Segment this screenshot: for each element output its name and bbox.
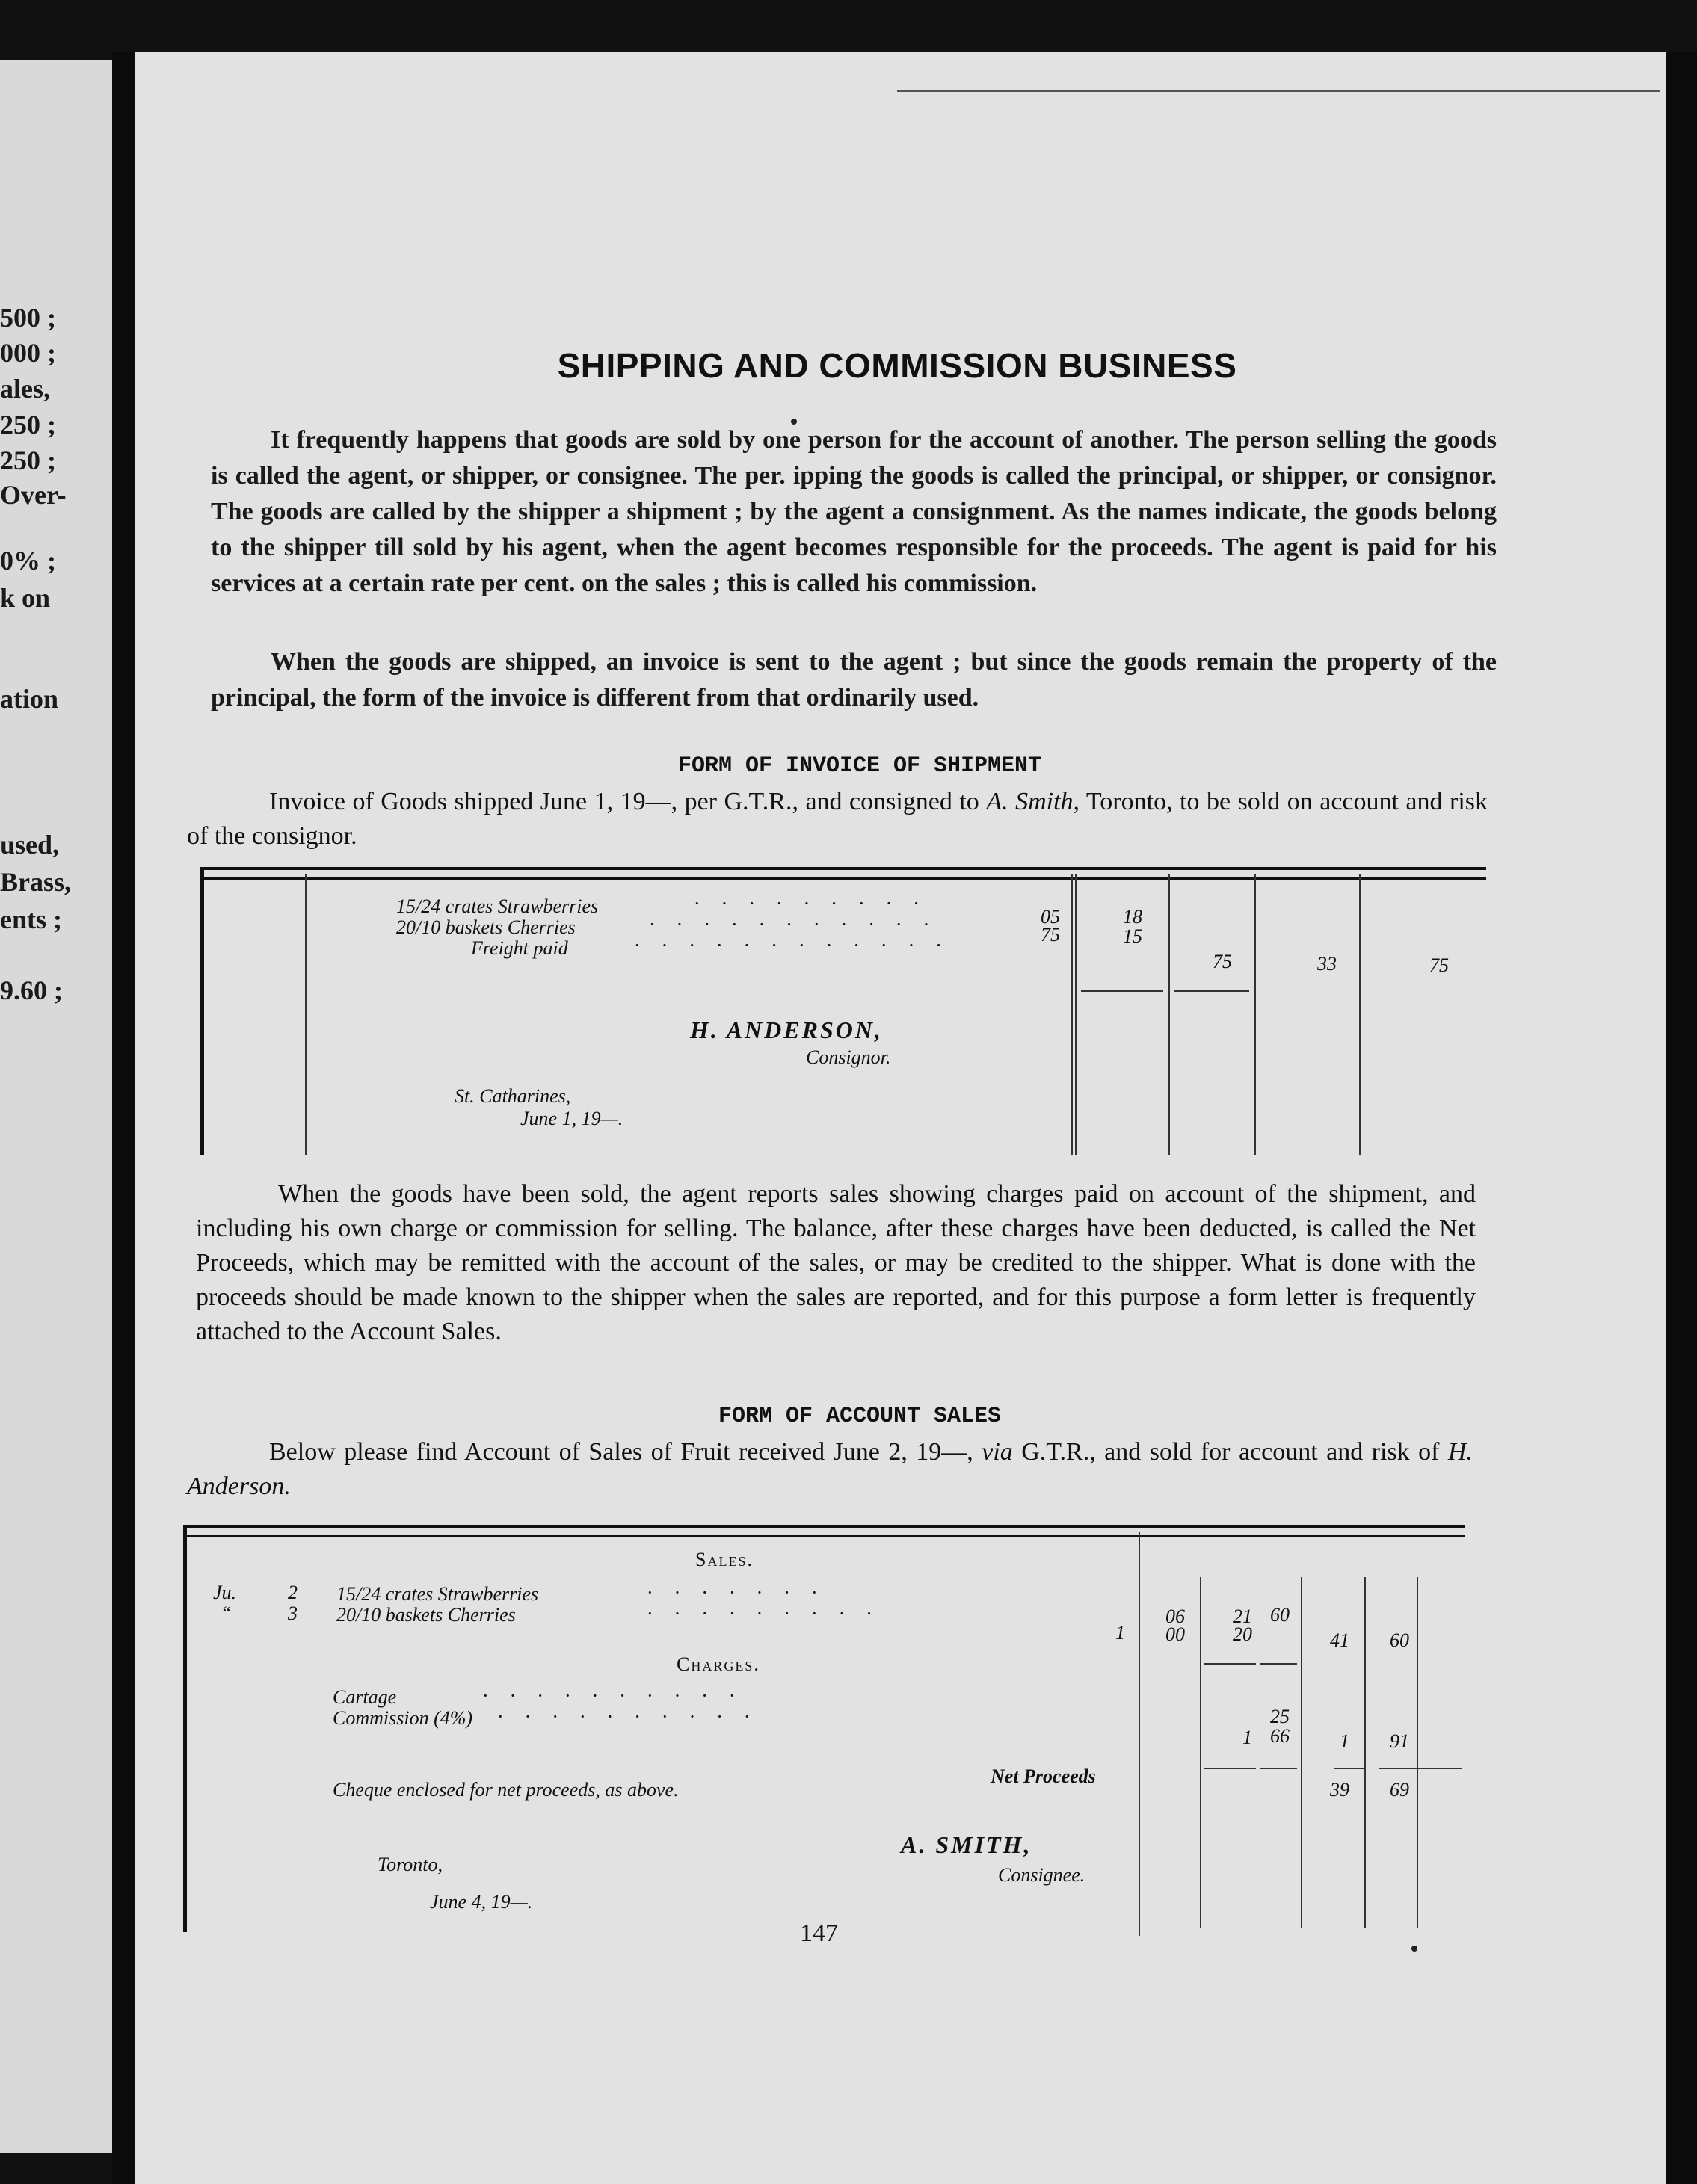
account-date: June 4, 19—. xyxy=(430,1891,533,1913)
margin-fragment: k on xyxy=(0,583,51,613)
leader-dots: ······· xyxy=(647,1582,839,1603)
charge-amount-dollars: 1 xyxy=(1242,1727,1252,1748)
invoice-place: St. Catharines, xyxy=(455,1085,571,1107)
margin-fragment: ation xyxy=(0,684,59,714)
invoice-total-cents: 75 xyxy=(1429,954,1449,976)
invoice-amount: 18 xyxy=(1123,906,1142,928)
charges-total-dollars: 1 xyxy=(1340,1730,1349,1752)
sales-total-cents: 60 xyxy=(1390,1629,1409,1651)
account-heading: FORM OF ACCOUNT SALES xyxy=(718,1404,1002,1429)
invoice-form xyxy=(200,867,1486,1159)
account-sum-rule xyxy=(1204,1768,1256,1769)
invoice-paragraph-text: When the goods are shipped, an invoice is sent to the agent ; but since the goods remain the property of the principal, the form of the invoice is different from that ordinarily used. xyxy=(211,648,1497,712)
account-paragraph-text: When the goods have been sold, the agent reports sales showing charges paid on account of the shipment, and including his own charge or commission for selling. The balance, after these charges have been deducted, is called the Net Proceeds, which may be remitted with the account of the sales, or may be credited to the shipper. What is done with the proceeds should be made known to the shipper when the sales are reported, and for this purpose a form letter is frequently attached to the Account Sales. xyxy=(196,1180,1476,1345)
account-sum-rule xyxy=(1260,1663,1297,1665)
sales-item: 15/24 crates Strawberries xyxy=(336,1583,539,1605)
leader-dots: ··········· xyxy=(649,913,951,935)
account-divider xyxy=(1200,1577,1201,1928)
margin-fragment: 250 ; xyxy=(0,445,56,475)
invoice-item: 15/24 crates Strawberries xyxy=(396,895,599,917)
invoice-top-rule xyxy=(200,867,1486,880)
leader-dots: ········· xyxy=(647,1602,893,1624)
invoice-heading: FORM OF INVOICE OF SHIPMENT xyxy=(677,753,1042,779)
page-number: 147 xyxy=(800,1919,838,1947)
account-left-border xyxy=(183,1525,187,1932)
invoice-subtotal-cents: 75 xyxy=(1213,951,1232,972)
intro-paragraph xyxy=(211,422,1497,602)
account-place: Toronto, xyxy=(378,1854,443,1875)
account-intro-middle: G.T.R., and sold for account and risk of xyxy=(1012,1438,1448,1466)
invoice-total-dollars: 33 xyxy=(1317,953,1337,975)
sales-day: 2 xyxy=(288,1582,298,1603)
account-divider xyxy=(1139,1532,1140,1936)
margin-fragment: Brass, xyxy=(0,867,72,897)
sales-month: Ju. xyxy=(213,1582,237,1603)
leader-dots: ········· xyxy=(694,892,940,914)
net-proceeds-dollars: 39 xyxy=(1330,1779,1349,1801)
sales-day: 3 xyxy=(288,1602,298,1624)
sales-total-dollars: 41 xyxy=(1330,1629,1349,1651)
invoice-date: June 1, 19—. xyxy=(520,1108,623,1129)
invoice-intro xyxy=(187,785,1488,854)
charge-amount-cents: 25 xyxy=(1270,1706,1290,1727)
invoice-sum-rule xyxy=(1174,990,1249,992)
margin-fragment: 9.60 ; xyxy=(0,975,63,1005)
print-speck xyxy=(1411,1946,1417,1952)
top-rule xyxy=(897,90,1660,92)
margin-fragment: ents ; xyxy=(0,904,62,934)
invoice-rate-divider-2 xyxy=(1071,874,1073,1155)
invoice-rate-divider xyxy=(1075,874,1077,1155)
cheque-note: Cheque enclosed for net proceeds, as above. xyxy=(333,1779,679,1801)
sales-amount-cents: 60 xyxy=(1270,1604,1290,1626)
invoice-date-divider xyxy=(305,874,307,1155)
sales-amount-dollars: 21 xyxy=(1233,1605,1252,1627)
invoice-item: 20/10 baskets Cherries xyxy=(396,916,576,938)
sales-rate-cents: 00 xyxy=(1165,1623,1185,1645)
account-paragraph xyxy=(196,1177,1476,1349)
account-divider xyxy=(1301,1577,1302,1928)
charge-item: Commission (4%) xyxy=(333,1707,473,1729)
invoice-intro-after: Toronto, to be sold on account and risk of the consignor. xyxy=(187,788,1488,850)
intro-paragraph-text: It frequently happens that goods are sold by one person for the account of another. The person selling the goods is called the agent, or shipper, or consignee. The per. ipping the goods is called the principal, or shipper, or consignor. The goods are called by the shipper a shipment ; by the agent a consignment. As the names indicate, the goods belong to the shipper till sold by his agent, when the agent becomes responsible for the proceeds. The agent is paid for his services at a certain rate per cent. on the sales ; this is called his commission. xyxy=(211,426,1497,597)
charge-item: Cartage xyxy=(333,1686,397,1708)
invoice-total-divider xyxy=(1359,874,1361,1155)
invoice-rate: 75 xyxy=(1041,924,1060,946)
leader-dots: ·········· xyxy=(482,1685,757,1706)
invoice-rate: 05 xyxy=(1041,906,1060,928)
margin-fragment: used, xyxy=(0,830,60,860)
sales-amount-dollars: 20 xyxy=(1233,1623,1252,1645)
account-sales-form xyxy=(183,1525,1465,1943)
book-spine xyxy=(112,52,135,2184)
account-sum-rule xyxy=(1204,1663,1256,1665)
invoice-subtotal-divider xyxy=(1254,874,1256,1155)
charge-amount-cents: 66 xyxy=(1270,1725,1290,1747)
invoice-sum-rule xyxy=(1081,990,1163,992)
consignee-signature: A. SMITH, xyxy=(901,1831,1032,1858)
facing-page-edge xyxy=(0,60,112,2153)
invoice-item: Freight paid xyxy=(471,937,568,959)
page-title: SHIPPING AND COMMISSION BUSINESS xyxy=(557,346,1237,385)
margin-fragment: ales, xyxy=(0,374,50,404)
invoice-intro-consignee: A. Smith, xyxy=(986,788,1080,815)
account-sum-rule xyxy=(1260,1768,1297,1769)
consignee-label: Consignee. xyxy=(998,1864,1085,1886)
leader-dots: ············ xyxy=(634,934,963,956)
invoice-amount-divider xyxy=(1168,874,1170,1155)
margin-fragment: Over- xyxy=(0,480,67,510)
margin-fragment: 0% ; xyxy=(0,546,56,576)
account-sum-rule xyxy=(1379,1768,1462,1769)
charges-header: Charges. xyxy=(677,1653,760,1675)
margin-fragment: 000 ; xyxy=(0,338,56,368)
charges-total-cents: 91 xyxy=(1390,1730,1409,1752)
account-intro-before: Below please find Account of Sales of Fruit received June 2, 19—, xyxy=(269,1438,982,1466)
sales-rate-cents: 06 xyxy=(1165,1605,1185,1627)
page-edge xyxy=(1666,52,1697,2184)
net-proceeds-label: Net Proceeds xyxy=(991,1765,1096,1787)
leader-dots: ·········· xyxy=(497,1706,771,1727)
margin-fragment: 250 ; xyxy=(0,410,56,439)
account-intro xyxy=(187,1435,1473,1504)
invoice-paragraph xyxy=(211,644,1497,716)
account-divider xyxy=(1364,1577,1366,1928)
sales-header: Sales. xyxy=(695,1549,754,1570)
sales-month: “ xyxy=(221,1602,232,1624)
invoice-amount: 15 xyxy=(1123,925,1142,947)
account-sum-rule xyxy=(1334,1768,1364,1769)
print-speck xyxy=(791,419,797,425)
net-proceeds-cents: 69 xyxy=(1390,1779,1409,1801)
account-intro-via: via xyxy=(982,1438,1013,1466)
sales-item: 20/10 baskets Cherries xyxy=(336,1604,516,1626)
margin-fragment: 500 ; xyxy=(0,303,56,333)
account-top-rule xyxy=(183,1525,1465,1537)
sales-rate-dollars: 1 xyxy=(1115,1622,1125,1644)
consignor-label: Consignor. xyxy=(806,1046,891,1068)
account-divider xyxy=(1417,1577,1418,1928)
invoice-intro-before: Invoice of Goods shipped June 1, 19—, per G.T.R., and consigned to xyxy=(269,788,987,815)
consignor-signature: H. ANDERSON, xyxy=(690,1017,883,1043)
invoice-left-border xyxy=(200,867,204,1155)
account-intro-principal: H. Anderson. xyxy=(187,1438,1473,1500)
